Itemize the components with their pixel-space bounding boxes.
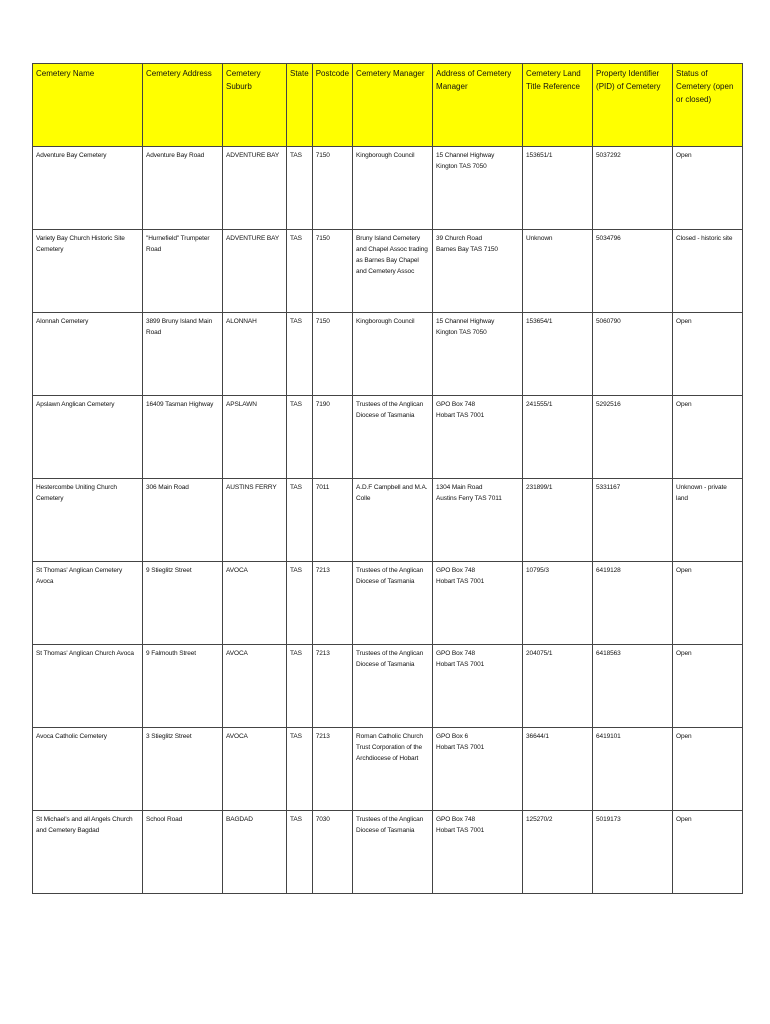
status-cell [673,562,743,645]
land-title-reference-text: 125270/2 [526,816,553,823]
table-row [33,728,743,811]
cemetery-name-cell [33,728,143,811]
property-identifier-cell [593,313,673,396]
cemetery-address-text: 3899 Bruny Island Main Road [146,318,213,336]
cemetery-address-text: 9 Stieglitz Street [146,567,192,574]
land-title-reference-text: 204075/1 [526,650,553,657]
state-cell [287,645,313,728]
cemetery-manager-text: Trustees of the Anglican Diocese of Tasmania [356,401,424,419]
cemetery-manager-text: Bruny Island Cemetery and Chapel Assoc trading as Barnes Bay Chapel and Cemetery Assoc [356,235,428,275]
cemetery-manager-text: Kingborough Council [356,152,415,159]
state-cell [287,811,313,894]
table-row [33,479,743,562]
status-cell [673,230,743,313]
manager-address-line: 15 Channel Highway [436,318,495,325]
cemetery-suburb-cell [223,562,287,645]
manager-address-line: 39 Church Road [436,235,482,242]
cemetery-name-cell [33,147,143,230]
manager-address-line: GPO Box 748 [436,816,476,823]
property-identifier-text: 5019173 [596,816,621,823]
cemetery-suburb-text: BAGDAD [226,816,253,823]
property-identifier-cell [593,230,673,313]
property-identifier-cell [593,479,673,562]
cemetery-manager-cell [353,562,433,645]
status-text: Open [676,567,692,574]
table-row [33,645,743,728]
postcode-cell [312,479,352,562]
land-title-reference-text: 241555/1 [526,401,553,408]
status-text: Open [676,401,692,408]
cemetery-suburb-text: ALONNAH [226,318,257,325]
cemetery-manager-text: Trustees of the Anglican Diocese of Tasmania [356,567,424,585]
status-cell [673,479,743,562]
land-title-reference-text: 231899/1 [526,484,553,491]
status-text: Open [676,318,692,325]
cemetery-manager-cell [353,645,433,728]
status-cell [673,811,743,894]
cemetery-address-cell [143,147,223,230]
cemetery-address-text: 16409 Tasman Highway [146,401,214,408]
state-cell [287,479,313,562]
property-identifier-cell [593,147,673,230]
state-text: TAS [290,318,302,325]
property-identifier-text: 5292516 [596,401,621,408]
cemetery-suburb-text: AUSTINS FERRY [226,484,277,491]
cemetery-name-text: Adventure Bay Cemetery [36,152,107,159]
cemetery-manager-cell [353,230,433,313]
state-cell [287,396,313,479]
status-text: Open [676,816,692,823]
table-row [33,811,743,894]
header-cemetery-manager: Cemetery Manager [353,64,433,147]
manager-address-cell [433,230,523,313]
property-identifier-cell [593,728,673,811]
cemetery-address-text: 3 Stieglitz Street [146,733,192,740]
land-title-reference-cell [523,728,593,811]
manager-address-line: Hobart TAS 7001 [436,827,485,834]
state-text: TAS [290,235,302,242]
status-cell [673,147,743,230]
status-text: Open [676,152,692,159]
cemetery-address-text: Adventure Bay Road [146,152,205,159]
manager-address-line: Austins Ferry TAS 7011 [436,495,502,502]
cemetery-name-text: St Thomas' Anglican Cemetery Avoca [36,567,123,585]
header-postcode: Postcode [312,64,352,147]
land-title-reference-cell [523,562,593,645]
manager-address-cell [433,645,523,728]
cemetery-suburb-cell [223,230,287,313]
status-text: Closed - historic site [676,235,733,242]
cemetery-name-text: Hestercombe Uniting Church Cemetery [36,484,117,502]
postcode-text: 7011 [315,484,330,491]
state-text: TAS [290,650,302,657]
property-identifier-text: 6418563 [596,650,621,657]
postcode-cell [312,230,352,313]
cemetery-manager-text: Trustees of the Anglican Diocese of Tasmania [356,650,424,668]
manager-address-line: Hobart TAS 7001 [436,412,485,419]
cemetery-manager-text: Roman Catholic Church Trust Corporation of the Archdiocese of Hobart [356,733,423,762]
property-identifier-cell [593,645,673,728]
postcode-cell [312,147,352,230]
cemetery-name-text: Alonnah Cemetery [36,318,89,325]
table-row [33,562,743,645]
cemetery-suburb-cell [223,645,287,728]
land-title-reference-cell [523,479,593,562]
cemetery-address-text: "Hurnefield" Trumpeter Road [146,235,210,253]
state-cell [287,562,313,645]
cemetery-suburb-cell [223,147,287,230]
status-cell [673,313,743,396]
postcode-text: 7150 [315,152,330,159]
header-cemetery-address: Cemetery Address [143,64,223,147]
header-row [33,64,743,147]
cemetery-manager-cell [353,396,433,479]
postcode-text: 7213 [315,733,330,740]
manager-address-line: GPO Box 748 [436,567,476,574]
cemetery-suburb-text: ADVENTURE BAY [226,152,280,159]
manager-address-cell [433,728,523,811]
manager-address-line: 15 Channel Highway [436,152,495,159]
cemetery-suburb-text: AVOCA [226,650,248,657]
cemetery-name-text: Apslawn Anglican Cemetery [36,401,115,408]
manager-address-cell [433,479,523,562]
manager-address-line: Kington TAS 7050 [436,163,487,170]
cemetery-address-cell [143,313,223,396]
manager-address-cell [433,811,523,894]
postcode-text: 7213 [315,567,330,574]
land-title-reference-text: 153651/1 [526,152,553,159]
cemetery-name-text: Variety Bay Church Historic Site Cemetery [36,235,125,253]
manager-address-line: Kington TAS 7050 [436,329,487,336]
land-title-reference-text: 10795/3 [526,567,549,574]
header-cemetery-suburb: Cemetery Suburb [223,64,287,147]
state-text: TAS [290,484,302,491]
property-identifier-cell [593,396,673,479]
manager-address-line: GPO Box 748 [436,650,476,657]
manager-address-line: GPO Box 748 [436,401,476,408]
table-body [33,147,743,894]
cemetery-manager-cell [353,313,433,396]
state-cell [287,728,313,811]
header-state: State [287,64,313,147]
manager-address-cell [433,562,523,645]
state-cell [287,313,313,396]
cemetery-manager-text: Trustees of the Anglican Diocese of Tasmania [356,816,424,834]
state-cell [287,230,313,313]
cemetery-address-cell [143,230,223,313]
cemetery-suburb-cell [223,479,287,562]
postcode-cell [312,396,352,479]
table-row [33,147,743,230]
property-identifier-text: 5034796 [596,235,621,242]
cemetery-suburb-cell [223,313,287,396]
cemetery-suburb-text: APSLAWN [226,401,257,408]
status-cell [673,396,743,479]
property-identifier-text: 6419101 [596,733,621,740]
manager-address-line: 1304 Main Road [436,484,483,491]
state-cell [287,147,313,230]
cemetery-manager-text: A.D.F Campbell and M.A. Colle [356,484,428,502]
cemetery-address-cell [143,728,223,811]
cemetery-address-cell [143,562,223,645]
cemetery-suburb-cell [223,728,287,811]
manager-address-line: Hobart TAS 7001 [436,744,485,751]
postcode-text: 7150 [315,235,330,242]
cemetery-suburb-cell [223,396,287,479]
land-title-reference-cell [523,645,593,728]
state-text: TAS [290,152,302,159]
postcode-cell [312,811,352,894]
land-title-reference-cell [523,396,593,479]
header-cemetery-name: Cemetery Name [33,64,143,147]
land-title-reference-text: 153654/1 [526,318,553,325]
postcode-cell [312,728,352,811]
cemetery-address-cell [143,645,223,728]
manager-address-line: Hobart TAS 7001 [436,661,485,668]
cemetery-address-text: 9 Falmouth Street [146,650,196,657]
cemetery-address-cell [143,396,223,479]
manager-address-line: GPO Box 6 [436,733,469,740]
status-cell [673,645,743,728]
cemetery-name-text: Avoca Catholic Cemetery [36,733,107,740]
manager-address-line: Hobart TAS 7001 [436,578,485,585]
state-text: TAS [290,567,302,574]
cemetery-address-text: 306 Main Road [146,484,189,491]
manager-address-cell [433,396,523,479]
state-text: TAS [290,733,302,740]
cemetery-address-cell [143,479,223,562]
land-title-reference-cell [523,147,593,230]
table-row [33,230,743,313]
cemetery-address-cell [143,811,223,894]
header-property-identifier: Property Identifier (PID) of Cemetery [593,64,673,147]
cemetery-name-text: St Michael's and all Angels Church and Cemetery Bagdad [36,816,133,834]
cemetery-manager-text: Kingborough Council [356,318,415,325]
cemetery-manager-cell [353,728,433,811]
status-cell [673,728,743,811]
cemetery-name-cell [33,313,143,396]
property-identifier-cell [593,811,673,894]
cemetery-manager-cell [353,811,433,894]
cemetery-manager-cell [353,479,433,562]
cemetery-address-text: School Road [146,816,183,823]
status-text: Open [676,733,692,740]
property-identifier-text: 5060790 [596,318,621,325]
cemetery-suburb-text: AVOCA [226,567,248,574]
cemetery-suburb-text: ADVENTURE BAY [226,235,280,242]
cemetery-name-cell [33,396,143,479]
land-title-reference-cell [523,313,593,396]
postcode-text: 7150 [315,318,330,325]
land-title-reference-cell [523,230,593,313]
cemetery-name-cell [33,479,143,562]
cemetery-name-text: St Thomas' Anglican Church Avoca [36,650,134,657]
header-land-title-reference: Cemetery Land Title Reference [523,64,593,147]
cemetery-name-cell [33,562,143,645]
postcode-text: 7213 [315,650,330,657]
cemetery-name-cell [33,645,143,728]
land-title-reference-text: 36644/1 [526,733,549,740]
cemetery-register-sheet [32,63,743,894]
manager-address-cell [433,313,523,396]
land-title-reference-text: Unknown [526,235,553,242]
land-title-reference-cell [523,811,593,894]
status-text: Open [676,650,692,657]
status-text: Unknown - private land [676,484,727,502]
state-text: TAS [290,401,302,408]
property-identifier-cell [593,562,673,645]
cemetery-suburb-text: AVOCA [226,733,248,740]
state-text: TAS [290,816,302,823]
table-row [33,396,743,479]
header-manager-address: Address of Cemetery Manager [433,64,523,147]
property-identifier-text: 6419128 [596,567,621,574]
manager-address-line: Barnes Bay TAS 7150 [436,246,498,253]
cemetery-name-cell [33,230,143,313]
postcode-cell [312,313,352,396]
property-identifier-text: 5037292 [596,152,621,159]
cemetery-name-cell [33,811,143,894]
postcode-cell [312,562,352,645]
postcode-text: 7190 [315,401,330,408]
header-status: Status of Cemetery (open or closed) [673,64,743,147]
cemetery-suburb-cell [223,811,287,894]
property-identifier-text: 5331167 [596,484,621,491]
table-row [33,313,743,396]
postcode-text: 7030 [315,816,330,823]
cemetery-table [32,63,743,894]
manager-address-cell [433,147,523,230]
cemetery-manager-cell [353,147,433,230]
postcode-cell [312,645,352,728]
